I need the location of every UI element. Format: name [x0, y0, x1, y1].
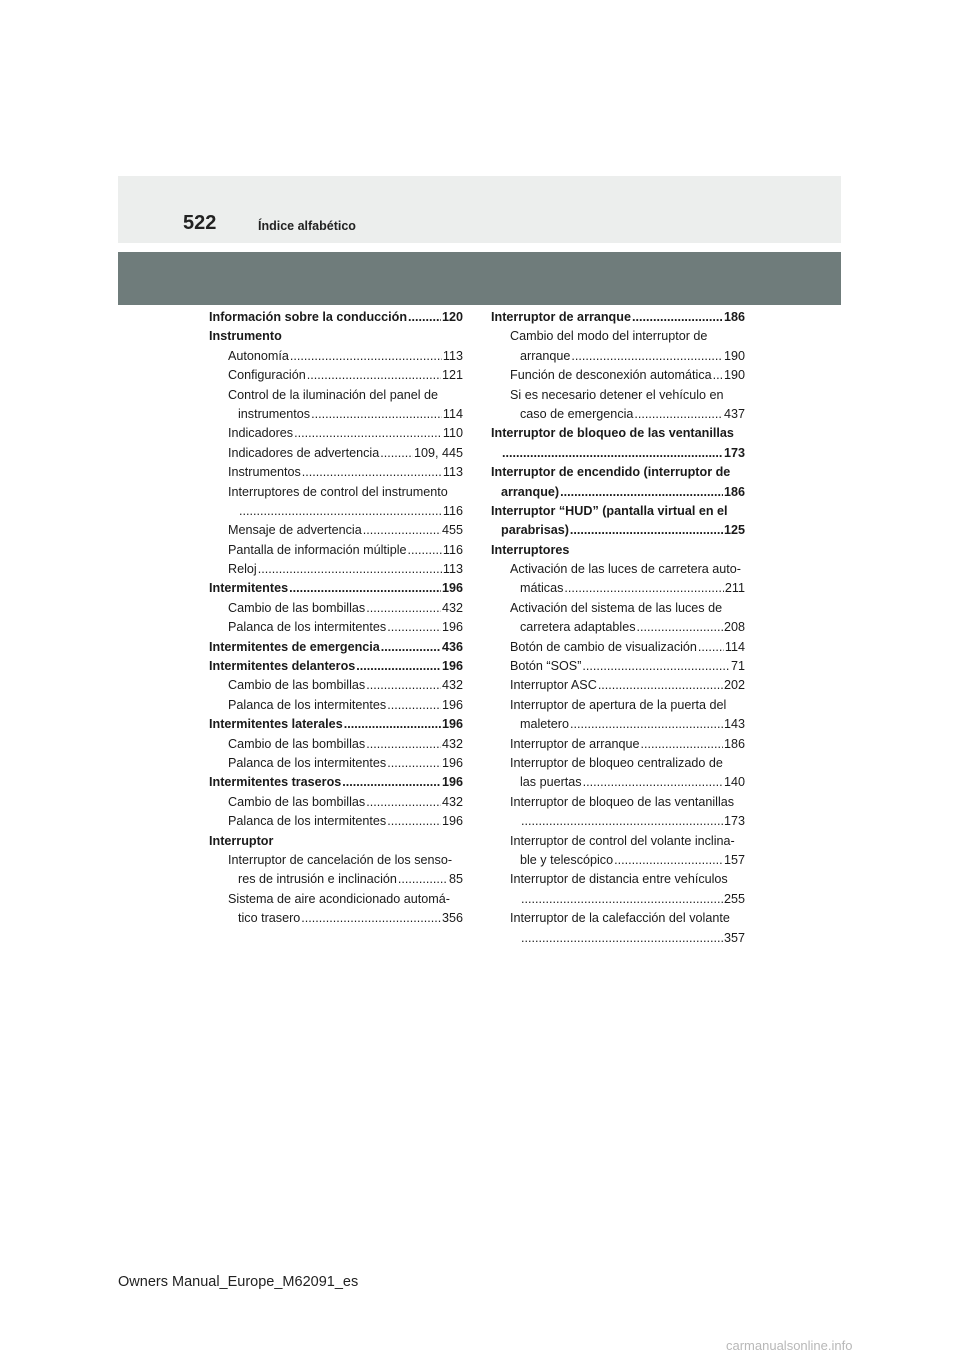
entry-page-number: 109, 445	[413, 445, 463, 460]
dot-leader	[637, 618, 723, 637]
entry-page-number: 196	[441, 814, 463, 829]
index-entry	[491, 308, 745, 327]
dot-leader	[366, 793, 441, 812]
footer-manual-name: Owners Manual_Europe_M62091_es	[118, 1274, 359, 1290]
entry-page-number: 432	[441, 600, 463, 615]
entry-text: Interruptores	[491, 542, 570, 557]
dot-leader	[583, 773, 723, 792]
dot-leader	[294, 424, 442, 443]
entry-text: Palanca de los intermitentes	[228, 697, 387, 712]
section-banner	[118, 252, 841, 305]
entry-text: Función de desconexión automática	[510, 368, 712, 383]
index-entry	[209, 754, 463, 773]
entry-text: Indicadores	[228, 426, 294, 441]
index-entry	[209, 890, 463, 909]
entry-page-number: 196	[441, 581, 463, 596]
index-entry	[491, 386, 745, 405]
index-entry	[209, 579, 463, 598]
entry-page-number: 114	[442, 406, 463, 421]
dot-leader	[570, 521, 723, 540]
entry-page-number: 190	[723, 348, 745, 363]
entry-page-number: 186	[723, 310, 745, 324]
index-entry	[209, 832, 463, 851]
dot-leader	[598, 676, 723, 695]
entry-text: parabrisas)	[501, 523, 569, 538]
index-entry	[491, 541, 745, 560]
dot-leader	[641, 735, 723, 754]
entry-text: Interruptor de apertura de la puerta del	[510, 697, 727, 712]
index-entry	[209, 715, 463, 734]
entry-page-number: 196	[441, 755, 463, 770]
entry-page-number: 196	[441, 717, 463, 732]
index-entry	[491, 754, 745, 773]
entry-page-number: 437	[723, 406, 745, 421]
entry-text: Pantalla de información múltiple	[228, 542, 407, 557]
index-entry	[491, 793, 745, 812]
entry-text: Botón de cambio de visualización	[510, 639, 697, 654]
entry-text: arranque	[520, 348, 571, 363]
entry-page-number: 173	[723, 445, 745, 460]
index-entry	[491, 618, 745, 637]
dot-leader	[363, 521, 441, 540]
entry-text: Intermitentes de emergencia	[209, 639, 380, 654]
entry-page-number: 186	[723, 484, 745, 499]
entry-page-number: 436	[441, 639, 463, 654]
index-entry	[491, 483, 745, 502]
index-entry	[491, 444, 745, 463]
entry-page-number: 116	[442, 542, 463, 557]
dot-leader	[502, 444, 723, 463]
dot-leader	[582, 657, 730, 676]
entry-text: Interruptor de control del volante inclina-	[510, 833, 735, 848]
dot-leader	[366, 676, 441, 695]
entry-page-number: 432	[441, 736, 463, 751]
entry-text: Configuración	[228, 368, 306, 383]
entry-page-number: 173	[723, 814, 745, 829]
index-entry	[491, 890, 745, 909]
index-entry	[209, 521, 463, 540]
entry-page-number: 455	[441, 523, 463, 538]
dot-leader	[366, 735, 441, 754]
index-entry	[491, 463, 745, 482]
entry-text: Autonomía	[228, 348, 289, 363]
entry-text: Interruptor de bloqueo centralizado de	[510, 755, 723, 770]
index-entry	[491, 521, 745, 540]
entry-text: res de intrusión e inclinación	[238, 872, 397, 887]
entry-text: Instrumentos	[228, 465, 301, 480]
dot-leader	[521, 929, 723, 948]
watermark: carmanualsonline.info	[726, 1338, 853, 1353]
index-entry	[209, 657, 463, 676]
index-entry	[491, 773, 745, 792]
index-entry	[209, 386, 463, 405]
entry-text: Control de la iluminación del panel de	[228, 387, 439, 402]
entry-page-number: 140	[723, 775, 745, 790]
index-entry	[491, 715, 745, 734]
index-entry	[491, 424, 745, 443]
dot-leader	[560, 483, 723, 502]
entry-text: caso de emergencia	[520, 406, 634, 421]
index-entry	[209, 347, 463, 366]
dot-leader	[381, 638, 441, 657]
entry-text: Cambio de las bombillas	[228, 794, 366, 809]
entry-page-number: 356	[441, 911, 463, 926]
index-entry	[491, 851, 745, 870]
entry-page-number: 432	[441, 794, 463, 809]
index-entry	[491, 366, 745, 385]
dot-leader	[387, 618, 441, 637]
entry-text: máticas	[520, 581, 564, 596]
index-entry	[491, 657, 745, 676]
dot-leader	[307, 366, 441, 385]
entry-page-number: 116	[442, 503, 463, 518]
entry-page-number: 211	[724, 581, 745, 596]
entry-text: Interruptor	[209, 833, 274, 848]
dot-leader	[380, 444, 413, 463]
entry-page-number: 432	[441, 678, 463, 693]
entry-text: las puertas	[520, 775, 582, 790]
index-entry	[209, 793, 463, 812]
entry-text: Interruptor “HUD” (pantalla virtual en el	[491, 503, 728, 518]
entry-text: Información sobre la conducción	[209, 310, 408, 324]
entry-text: Interruptor de cancelación de los senso-	[228, 852, 453, 867]
index-entry	[209, 638, 463, 657]
dot-leader	[387, 812, 441, 831]
entry-text: Palanca de los intermitentes	[228, 620, 387, 635]
index-entry	[209, 444, 463, 463]
entry-page-number: 114	[724, 639, 745, 654]
index-entry	[491, 347, 745, 366]
index-entry	[491, 579, 745, 598]
entry-page-number: 196	[441, 775, 463, 790]
entry-page-number: 121	[441, 368, 463, 383]
index-entry	[491, 502, 745, 521]
entry-text: Interruptor de arranque	[510, 736, 640, 751]
entry-page-number: 113	[442, 348, 463, 363]
index-entry	[209, 308, 463, 327]
index-entry	[209, 502, 463, 521]
entry-page-number: 357	[723, 930, 745, 945]
index-entry	[209, 366, 463, 385]
dot-leader	[302, 463, 442, 482]
entry-text: Interruptor de bloqueo de las ventanillas	[491, 426, 734, 441]
entry-page-number: 157	[723, 852, 745, 867]
index-column-right	[491, 308, 745, 948]
index-entry	[491, 929, 745, 948]
dot-leader	[570, 715, 723, 734]
dot-leader	[713, 366, 723, 385]
entry-text: Intermitentes laterales	[209, 717, 343, 732]
entry-text: arranque)	[501, 484, 560, 499]
entry-text: Palanca de los intermitentes	[228, 755, 387, 770]
entry-page-number: 120	[441, 310, 463, 324]
entry-text: Instrumento	[209, 329, 282, 344]
entry-text: maletero	[520, 717, 569, 732]
entry-text: Cambio de las bombillas	[228, 600, 366, 615]
dot-leader	[311, 405, 442, 424]
index-entry	[491, 909, 745, 928]
dot-leader	[344, 715, 441, 734]
entry-text: Palanca de los intermitentes	[228, 814, 387, 829]
index-entry	[209, 560, 463, 579]
dot-leader	[408, 541, 442, 560]
entry-text: Activación de las luces de carretera auto-	[510, 562, 742, 577]
entry-page-number: 110	[442, 426, 463, 441]
entry-text: Si es necesario detener el vehículo en	[510, 387, 724, 402]
entry-page-number: 196	[441, 659, 463, 674]
index-entry	[209, 812, 463, 831]
dot-leader	[290, 347, 442, 366]
page-number: 522	[183, 212, 217, 234]
index-entry	[209, 618, 463, 637]
dot-leader	[614, 851, 723, 870]
dot-leader	[342, 773, 441, 792]
dot-leader	[698, 638, 724, 657]
dot-leader	[571, 347, 723, 366]
dot-leader	[258, 560, 442, 579]
index-column-left	[209, 308, 463, 929]
entry-page-number: 208	[723, 620, 745, 635]
dot-leader	[387, 696, 441, 715]
entry-page-number: 143	[723, 717, 745, 732]
entry-text: Mensaje de advertencia	[228, 523, 362, 538]
index-entry	[491, 599, 745, 618]
index-entry	[491, 327, 745, 346]
entry-page-number: 255	[723, 891, 745, 906]
index-entry	[491, 638, 745, 657]
index-entry	[209, 909, 463, 928]
index-entry	[491, 735, 745, 754]
entry-page-number: 113	[442, 562, 463, 577]
index-entry	[491, 812, 745, 831]
entry-text: Interruptor ASC	[510, 678, 597, 693]
entry-page-number: 71	[730, 659, 745, 674]
entry-page-number: 196	[441, 620, 463, 635]
index-entry	[491, 870, 745, 889]
entry-text: Intermitentes delanteros	[209, 659, 356, 674]
entry-text: Cambio del modo del interruptor de	[510, 329, 708, 344]
index-entry	[209, 599, 463, 618]
entry-text: Cambio de las bombillas	[228, 678, 366, 693]
dot-leader	[301, 909, 441, 928]
section-title: Índice alfabético	[258, 219, 356, 233]
entry-text: Interruptores de control del instrumento	[228, 484, 448, 499]
entry-text: Interruptor de bloqueo de las ventanillas	[510, 794, 735, 809]
entry-text: Botón “SOS”	[510, 659, 582, 674]
index-entry	[491, 405, 745, 424]
header-band	[118, 176, 841, 243]
dot-leader	[564, 579, 724, 598]
dot-leader	[521, 890, 723, 909]
entry-text: Interruptor de distancia entre vehículos	[510, 872, 728, 887]
entry-text: Interruptor de arranque	[491, 310, 631, 324]
entry-text: Intermitentes traseros	[209, 775, 342, 790]
entry-text: Reloj	[228, 562, 257, 577]
dot-leader	[634, 405, 723, 424]
entry-page-number: 196	[441, 697, 463, 712]
index-entry	[209, 463, 463, 482]
entry-text: Cambio de las bombillas	[228, 736, 366, 751]
dot-leader	[408, 308, 441, 327]
entry-page-number: 190	[723, 368, 745, 383]
entry-text: Sistema de aire acondicionado automá-	[228, 891, 450, 906]
index-entry	[491, 676, 745, 695]
dot-leader	[239, 502, 442, 521]
index-entry	[491, 696, 745, 715]
entry-text: ble y telescópico	[520, 852, 614, 867]
index-entry	[491, 832, 745, 851]
index-entry	[491, 560, 745, 579]
index-entry	[209, 424, 463, 443]
index-entry	[209, 870, 463, 889]
entry-page-number: 186	[723, 736, 745, 751]
entry-page-number: 202	[723, 678, 745, 693]
entry-page-number: 125	[723, 523, 745, 538]
entry-text: instrumentos	[238, 406, 311, 421]
entry-text: Interruptor de la calefacción del volante	[510, 911, 730, 926]
index-entry	[209, 327, 463, 346]
entry-page-number: 113	[442, 465, 463, 480]
index-entry	[209, 483, 463, 502]
entry-text: tico trasero	[238, 911, 301, 926]
entry-text: Interruptor de encendido (interruptor de	[491, 465, 731, 480]
index-entry	[209, 405, 463, 424]
entry-text: Indicadores de advertencia	[228, 445, 380, 460]
dot-leader	[356, 657, 441, 676]
entry-text: Activación del sistema de las luces de	[510, 600, 723, 615]
dot-leader	[398, 870, 448, 889]
entry-page-number: 85	[448, 872, 463, 887]
dot-leader	[387, 754, 441, 773]
dot-leader	[289, 579, 441, 598]
index-entry	[209, 851, 463, 870]
dot-leader	[366, 599, 441, 618]
index-entry	[209, 676, 463, 695]
dot-leader	[521, 812, 723, 831]
entry-text: carretera adaptables	[520, 620, 636, 635]
index-entry	[209, 541, 463, 560]
dot-leader	[632, 308, 723, 327]
index-entry	[209, 735, 463, 754]
entry-text: Intermitentes	[209, 581, 289, 596]
index-entry	[209, 773, 463, 792]
index-entry	[209, 696, 463, 715]
